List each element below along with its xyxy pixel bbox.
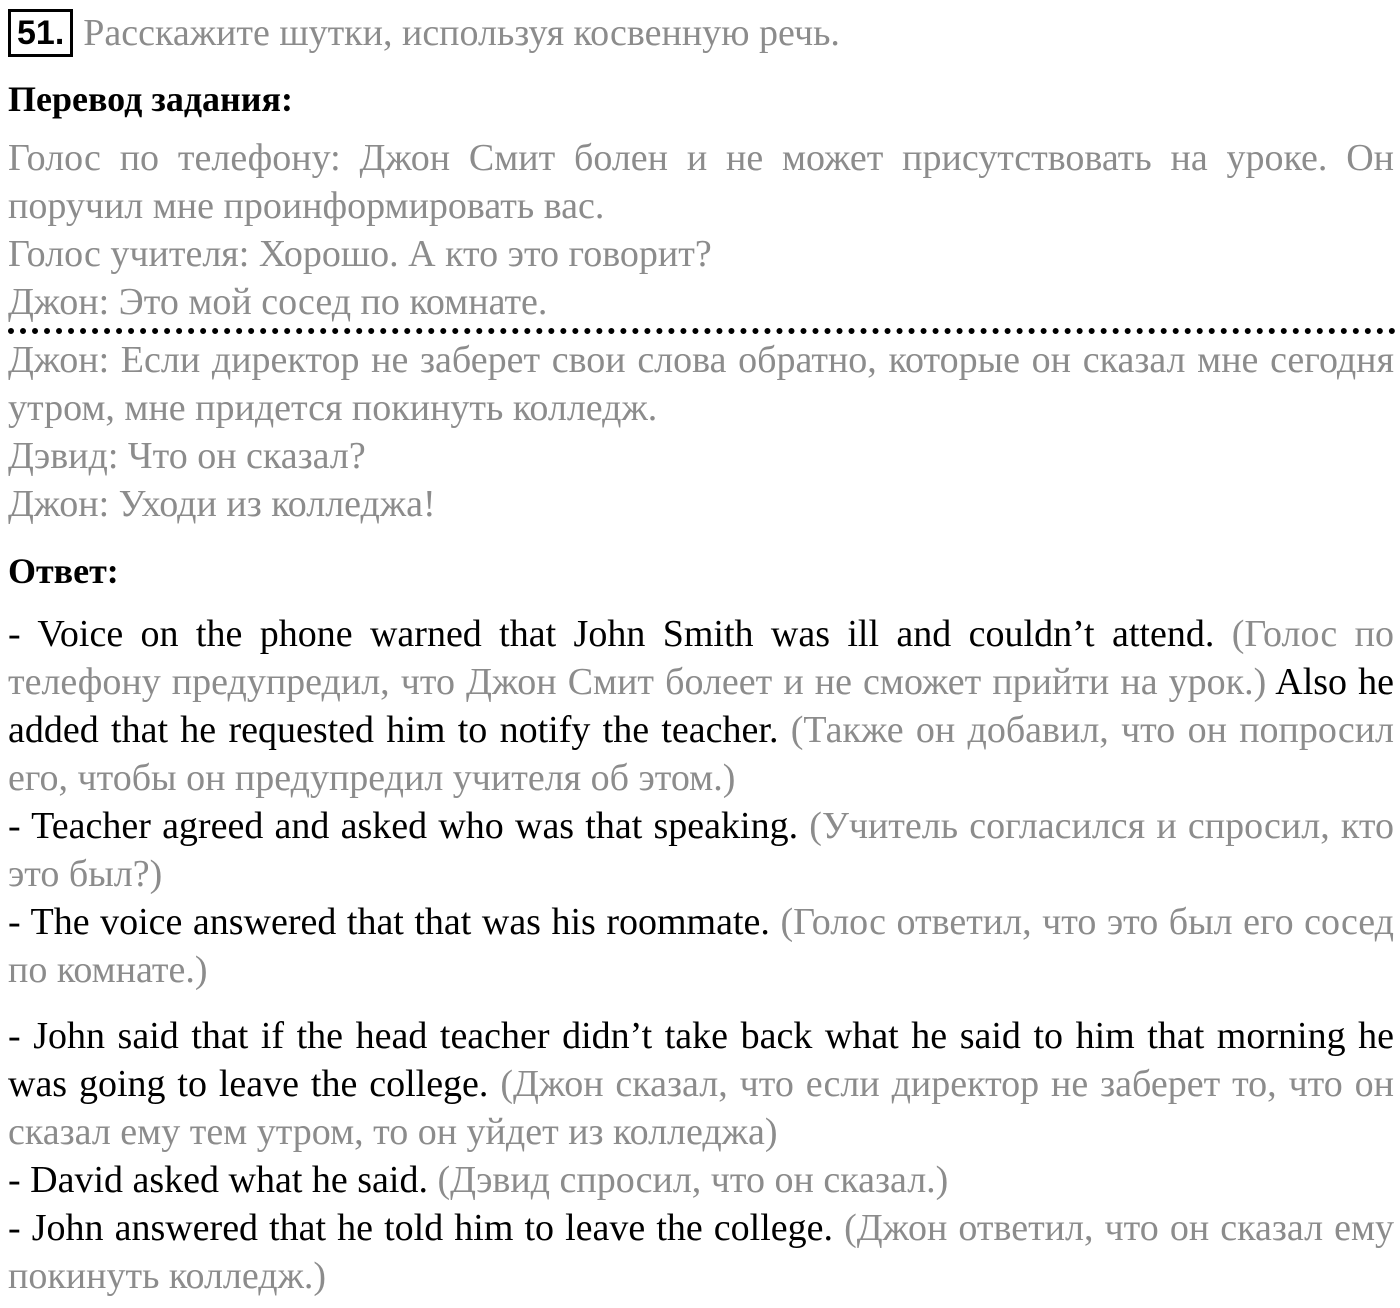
answer-paragraph [8,610,1394,802]
answer-joke-1 [8,610,1394,994]
paragraph-gap [8,994,1394,1012]
translation-heading: Перевод задания: [8,79,293,119]
answer-russian: (Также он добавил, что он попросил его, чтобы он предупредил учителя об этом.) [8,709,1394,799]
answer-paragraph [8,898,1394,994]
answer-russian: (Голос по телефону предупредил, что Джон Смит болеет и не сможет прийти на урок.) [8,613,1394,703]
answer-english: - John answered that he told him to leave the college. [8,1207,834,1249]
answer-paragraph [8,1156,1394,1204]
answer-heading: Ответ: [8,551,119,591]
answer-russian: (Голос ответил, что это был его сосед по комнате.) [8,901,1394,991]
task-instruction: Расскажите шутки, используя косвенную речь. [83,12,840,54]
translation-line: Джон: Это мой сосед по комнате. [8,281,548,323]
answer-english: - John said that if the head teacher didn’t take back what he said to him that morning he was going to leave the college. [8,1015,1394,1105]
answer-english: - David asked what he said. [8,1159,428,1201]
exercise-page [8,0,1394,1300]
answer-paragraph [8,802,1394,898]
answer-russian: (Джон сказал, что если директор не заберет то, что он сказал ему тем утром, то он уйдет из колледжа) [8,1063,1394,1153]
answer-english: - Voice on the phone warned that John Smith was ill and couldn’t attend. [8,613,1215,655]
translation-line: Голос по телефону: Джон Смит болен и не может присутствовать на уроке. Он поручил мне проинформировать вас. [8,137,1394,227]
translation-line: Голос учителя: Хорошо. А кто это говорит? [8,233,712,275]
translation-line: Джон: Если директор не заберет свои слова обратно, которые он сказал мне сегодня утром, мне придется покинуть колледж. [8,339,1394,429]
task-header [8,0,1394,62]
translation-joke-1 [8,134,1394,326]
answer-paragraph [8,1012,1394,1156]
translation-joke-2 [8,336,1394,528]
task-number-badge: 51. [8,9,73,57]
translation-line: Джон: Уходи из колледжа! [8,483,436,525]
translation-line: Дэвид: Что он сказал? [8,435,366,477]
answer-paragraph [8,1204,1394,1300]
answer-english: - The voice answered that that was his roommate. [8,901,770,943]
answer-russian: (Джон ответил, что он сказал ему покинуть колледж.) [8,1207,1395,1297]
answer-english: Also he added that he requested him to notify the teacher. [8,661,1394,751]
answer-english: - Teacher agreed and asked who was that speaking. [8,805,799,847]
answer-russian: (Учитель согласился и спросил, кто это был?) [8,805,1394,895]
answer-joke-2 [8,1012,1394,1300]
dotted-separator [8,328,1396,334]
answer-russian: (Дэвид спросил, что он сказал.) [428,1159,949,1201]
